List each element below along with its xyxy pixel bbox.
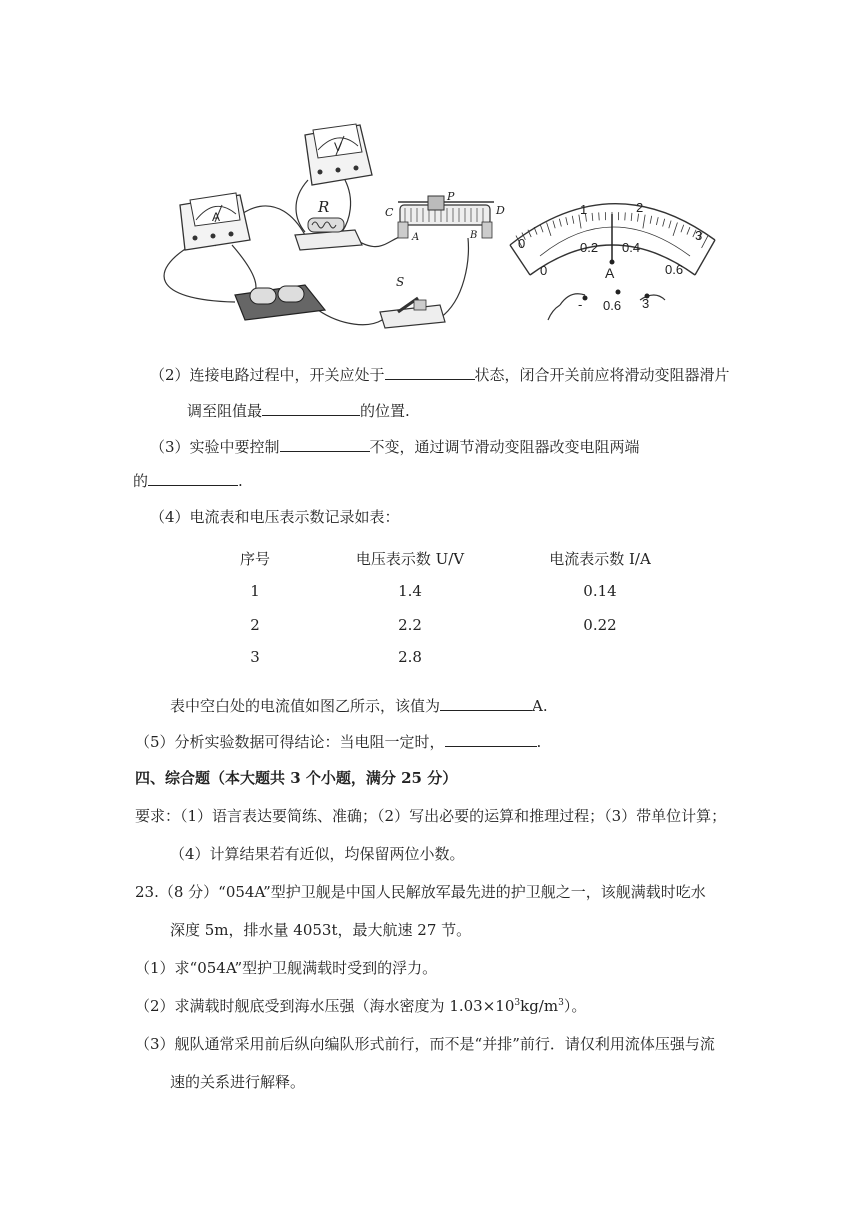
terminal-b-label: B — [470, 230, 478, 241]
dial-tick — [599, 212, 600, 220]
question-2-line-1 — [150, 364, 730, 385]
q4-text-b: A. — [532, 697, 548, 715]
table-header-row — [210, 548, 670, 570]
question-23-line-2: 深度 5m，排水量 4053t，最大航速 27 节。 — [170, 921, 472, 939]
question-4-intro: （4）电流表和电压表示数记录如表： — [150, 508, 400, 526]
dial-terminal-3: 3 — [642, 296, 650, 311]
dial-tick — [643, 215, 645, 229]
terminal-d-label: D — [496, 204, 505, 217]
dial-terminal-neg: - — [578, 297, 583, 312]
table-row — [210, 582, 670, 604]
dial-tick — [681, 225, 684, 233]
dial-tick — [702, 236, 708, 248]
table-cell: 2 — [250, 616, 260, 634]
resistor-label: R — [318, 198, 330, 216]
voltmeter-letter: V — [334, 140, 343, 154]
table-cell: 3 — [250, 648, 260, 666]
table-cell: 0.14 — [583, 582, 617, 600]
requirements-line-1: 要求：（1）语言表达要简练、准确；（2）写出必要的运算和推理过程；（3）带单位计算； — [135, 807, 727, 825]
dial-tick — [663, 219, 665, 227]
q23-sub2-text-a: （2）求满载时舰底受到海水压强（海水密度为 1.03×10 — [135, 997, 515, 1015]
q23-sub2-exponent: 3 — [558, 998, 564, 1008]
q3-text-d: . — [238, 472, 243, 490]
dial-bottom-06: 0.6 — [665, 262, 684, 277]
question-23-sub-3-line-1: （3）舰队通常采用前后纵向编队形式前行，而不是“并排”前行．请仅利用流体压强与流 — [135, 1035, 715, 1053]
dial-bottom-04: 0.4 — [622, 240, 641, 255]
question-3-line-2 — [133, 470, 243, 491]
wire — [164, 246, 235, 302]
table-row — [210, 616, 670, 638]
dial-top-1: 1 — [580, 202, 588, 217]
table-header: 序号 — [239, 550, 270, 568]
question-23-sub-2 — [135, 995, 586, 1016]
dial-top-0: 0 — [518, 236, 526, 251]
dial-top-2: 2 — [636, 200, 644, 215]
ammeter-letter: A — [212, 210, 221, 224]
q3-text-c: 的 — [133, 472, 149, 490]
question-23-line-1: 23.（8 分）“054A”型护卫舰是中国人民解放军最先进的护卫舰之一，该舰满载时吃水 — [135, 883, 706, 901]
answer-blank[interactable] — [148, 471, 238, 486]
dial-top-3: 3 — [695, 228, 703, 243]
answer-blank[interactable] — [262, 401, 360, 416]
question-2-line-2 — [187, 400, 410, 421]
wire — [440, 238, 468, 318]
q2-text-b: 状态，闭合开关前应将滑动变阻器滑片 — [474, 366, 730, 384]
q5-text-b: . — [536, 733, 542, 751]
q4-text-a: 表中空白处的电流值如图乙所示，该值为 — [170, 697, 441, 715]
dial-bottom-02: 0.2 — [580, 240, 599, 255]
question-3-line-1 — [150, 436, 640, 457]
dial-tick — [625, 212, 626, 220]
table-row — [210, 648, 670, 670]
dial-tick — [553, 221, 555, 229]
voltmeter-icon — [305, 124, 372, 185]
switch-label: S — [396, 275, 405, 289]
q23-sub2-exponent: 3 — [514, 998, 521, 1008]
answer-blank[interactable] — [385, 365, 475, 380]
table-cell: 2.8 — [398, 648, 422, 666]
q5-text-a: （5）分析实验数据可得结论：当电阻一定时， — [135, 733, 445, 751]
question-5 — [135, 731, 541, 752]
requirements-line-2: （4）计算结果若有近似，均保留两位小数。 — [170, 845, 465, 863]
dial-tick — [534, 227, 537, 234]
dial-tick — [566, 217, 568, 225]
battery-icon — [235, 285, 325, 320]
slider-label: P — [447, 190, 455, 203]
table-cell: 0.22 — [583, 616, 617, 634]
dial-tick — [687, 227, 690, 234]
circuit-figure — [0, 0, 865, 340]
q2-text-a: （2）连接电路过程中，开关应处于 — [150, 366, 385, 384]
question-23-sub-1: （1）求“054A”型护卫舰满载时受到的浮力。 — [135, 959, 438, 977]
answer-blank[interactable] — [280, 437, 370, 452]
wire — [318, 310, 385, 325]
dial-tick — [540, 225, 543, 233]
table-cell: 1.4 — [398, 582, 422, 600]
q2-text-d: 的位置. — [360, 402, 410, 420]
q3-text-a: （3）实验中要控制 — [150, 438, 280, 456]
terminal-c-label: C — [385, 206, 394, 219]
q3-text-b: 不变，通过调节滑动变阻器改变电阻两端 — [369, 438, 640, 456]
switch-icon — [380, 298, 445, 328]
resistor-icon — [295, 218, 362, 250]
wire — [232, 245, 256, 292]
question-4-after — [170, 695, 548, 716]
terminal-a-label: A — [412, 232, 420, 243]
table-header: 电压表示数 U/V — [355, 550, 465, 568]
question-23-sub-3-line-2: 速的关系进行解释。 — [170, 1073, 306, 1091]
dial-tick — [673, 223, 677, 236]
table-header: 电流表示数 I/A — [549, 550, 651, 568]
q2-text-c: 调至阻值最 — [187, 402, 263, 420]
section-4-heading: 四、综合题（本大题共 3 个小题，满分 25 分） — [135, 769, 458, 787]
dial-tick — [547, 223, 551, 236]
dial-unit: A — [605, 265, 615, 281]
table-cell: 2.2 — [398, 616, 422, 634]
dial-tick — [631, 213, 632, 221]
answer-blank[interactable] — [445, 732, 537, 747]
table-cell: 1 — [250, 582, 260, 600]
q23-sub2-text-b: kg/m — [520, 997, 559, 1015]
dial-tick — [559, 219, 561, 227]
dial-tick — [572, 216, 574, 224]
dial-tick — [592, 213, 593, 221]
q23-sub2-text-c: ）。 — [563, 997, 587, 1015]
answer-blank[interactable] — [440, 696, 532, 711]
dial-tick — [669, 221, 671, 229]
dial-terminal-06: 0.6 — [603, 298, 622, 313]
dial-bottom-0: 0 — [540, 263, 548, 278]
dial-tick — [656, 217, 658, 225]
dial-tick — [650, 216, 652, 224]
